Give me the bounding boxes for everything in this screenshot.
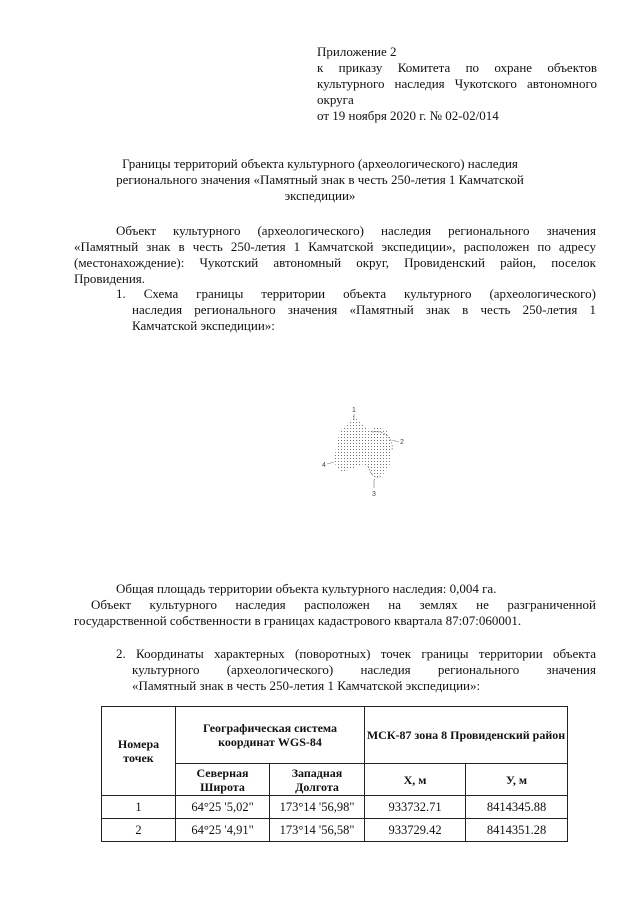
cell-x: 933729.42: [365, 819, 466, 842]
boundary-scheme: [310, 400, 420, 505]
appendix-order-line: к приказу Комитета по охране объектов: [317, 60, 597, 75]
area-paragraph: [74, 581, 596, 629]
title-line: Границы территорий объекта культурного (археологического) наследия: [122, 156, 518, 171]
header-x: Х, м: [365, 764, 466, 796]
cell-y: 8414351.28: [466, 819, 568, 842]
table-row: [102, 819, 568, 842]
header-longitude: Западная Долгота: [270, 764, 365, 796]
boundary-area-shape: [334, 414, 392, 480]
point-label-4: 4: [322, 462, 326, 469]
document-title: [90, 156, 550, 204]
point-label-3: 3: [372, 491, 376, 498]
text-line: 2. Координаты характерных (поворотных) точек границы территории объекта: [116, 646, 596, 661]
text-line: Общая площадь территории объекта культурного наследия: 0,004 га.: [116, 581, 497, 596]
header-latitude: Северная Широта: [176, 764, 270, 796]
cell-y: 8414345.88: [466, 796, 568, 819]
appendix-okrug-line: округа: [317, 92, 354, 107]
header-point-numbers: Номера точек: [102, 707, 176, 796]
cell-point-number: 1: [102, 796, 176, 819]
title-line: регионального значения «Памятный знак в честь 250-летия 1 Камчатской: [116, 172, 524, 187]
cell-longitude: 173°14 '56,58": [270, 819, 365, 842]
text-line: наследия регионального значения «Памятный знак в честь 250-летия 1: [132, 302, 596, 317]
header-msk87: МСК-87 зона 8 Провиденский район: [365, 707, 568, 764]
text-line: 1. Схема границы территории объекта культурного (археологического): [116, 286, 596, 301]
appendix-date-line: от 19 ноября 2020 г. № 02-02/014: [317, 108, 499, 123]
boundary-scheme-drawing: [310, 400, 420, 505]
text-line: «Памятный знак в честь 250-летия 1 Камчатской экспедиции»:: [132, 678, 481, 693]
text-line: культурного (археологического) наследия регионального значения: [132, 662, 596, 677]
text-line: «Памятный знак в честь 250-летия 1 Камчатской экспедиции», расположен по адресу: [74, 239, 596, 254]
title-line: экспедиции»: [284, 188, 356, 203]
intro-paragraph: [74, 223, 596, 287]
text-line: государственной собственности в границах кадастрового квартала 87:07:060001.: [74, 613, 522, 628]
coordinates-table: [101, 706, 568, 842]
item-1-paragraph: [116, 286, 596, 334]
text-line: Провидения.: [74, 271, 146, 286]
text-line: Объект культурного (археологического) наследия регионального значения: [116, 223, 596, 238]
item-2-paragraph: [116, 646, 596, 694]
cell-longitude: 173°14 '56,98": [270, 796, 365, 819]
cell-latitude: 64°25 '4,91": [176, 819, 270, 842]
header-wgs84: Географическая система координат WGS-84: [176, 707, 365, 764]
appendix-header: [317, 44, 597, 124]
appendix-committee-line: культурного наследия Чукотского автономного: [317, 76, 597, 91]
cell-latitude: 64°25 '5,02": [176, 796, 270, 819]
point-label-1: 1: [352, 407, 356, 414]
table-header-row: [102, 707, 568, 764]
cell-x: 933732.71: [365, 796, 466, 819]
text-line: Объект культурного наследия расположен на землях не разграниченной: [91, 597, 596, 612]
text-line: (местонахождение): Чукотский автономный округ, Провиденский район, поселок: [74, 255, 596, 270]
point-label-2: 2: [400, 439, 404, 446]
cell-point-number: 2: [102, 819, 176, 842]
appendix-number: Приложение 2: [317, 44, 397, 59]
text-line: Камчатской экспедиции»:: [132, 318, 275, 333]
table-row: [102, 796, 568, 819]
header-y: У, м: [466, 764, 568, 796]
